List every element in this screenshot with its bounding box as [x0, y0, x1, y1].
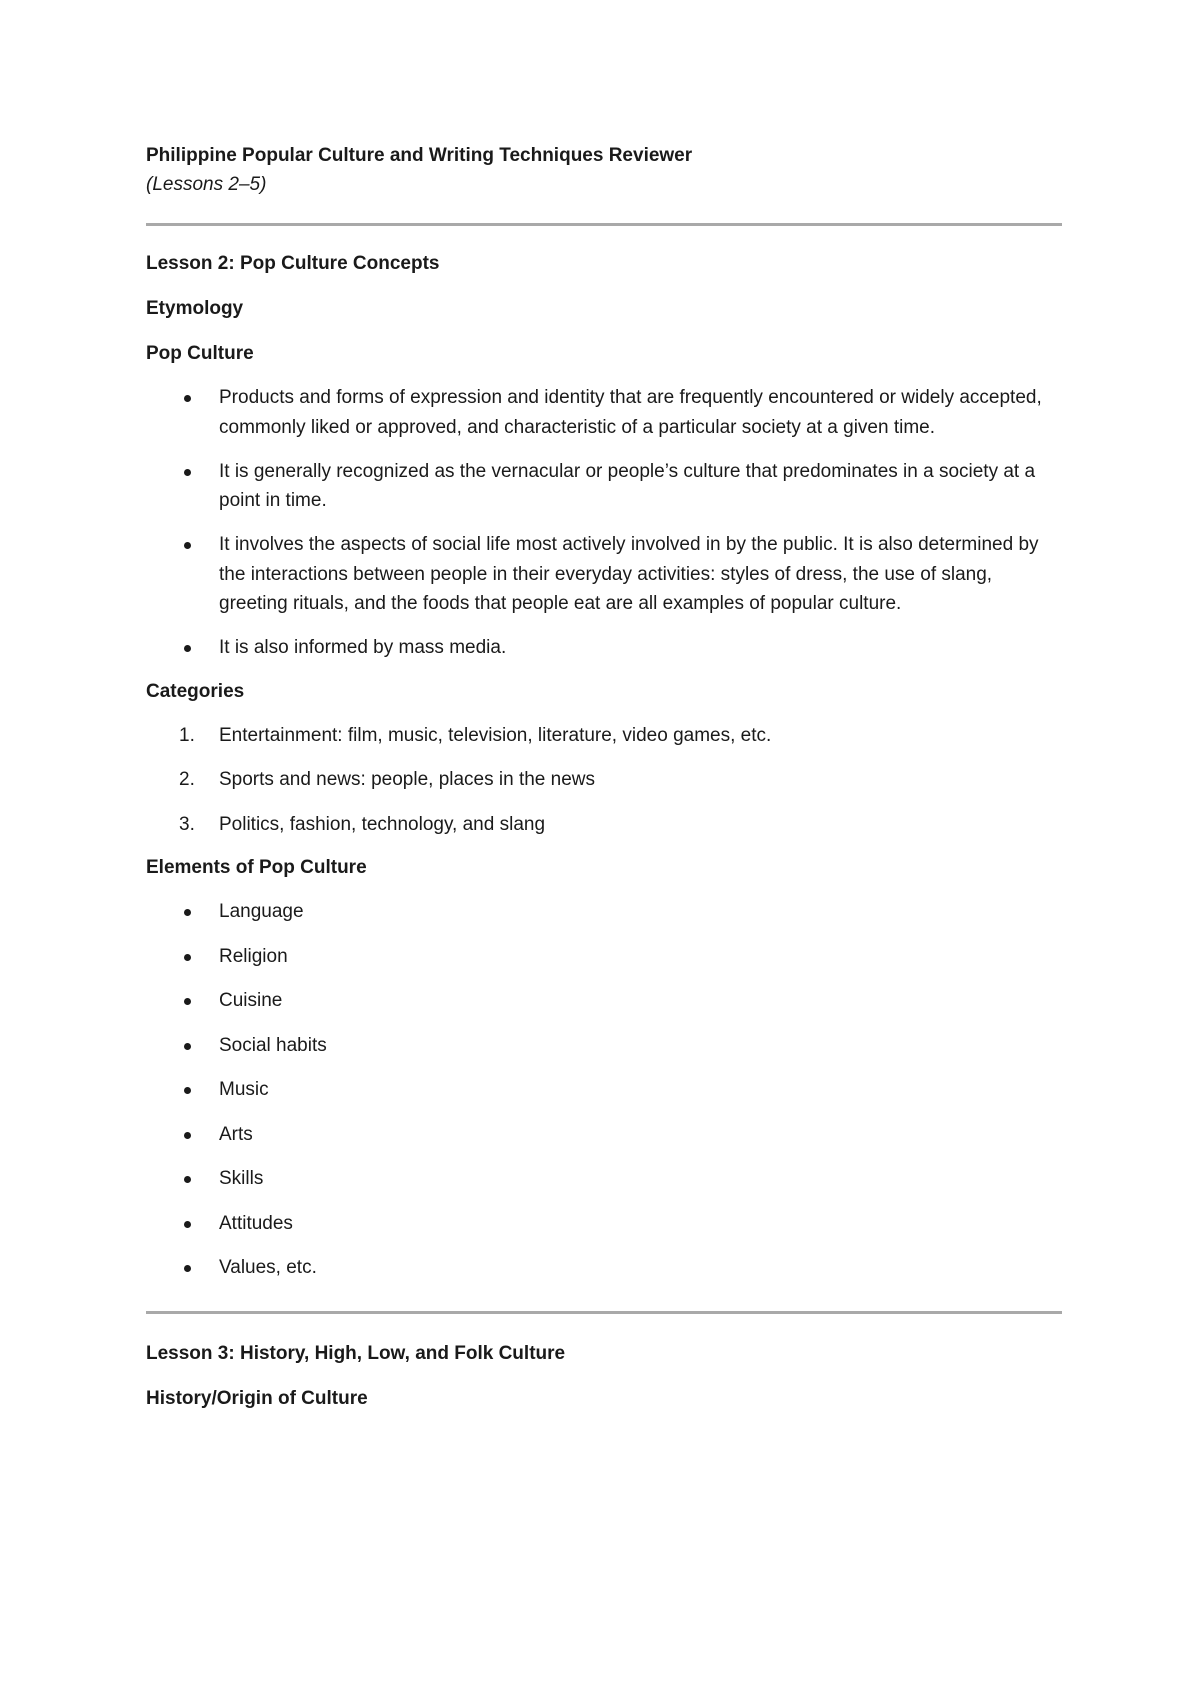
lesson-2-heading: Lesson 2: Pop Culture Concepts [146, 253, 440, 274]
list-item-text: Religion [219, 945, 288, 967]
list-item-text: Products and forms of expression and identity that are frequently encountered or widely accepted, commonly liked or approved, and characteristic of a particular society at a given time. [219, 387, 1042, 438]
pop-culture-points-list [146, 383, 1062, 663]
list-item-text: Skills [219, 1168, 264, 1189]
bullet-icon [184, 909, 191, 916]
list-item-text: Politics, fashion, technology, and slang [219, 813, 546, 835]
bullet-icon [184, 998, 191, 1005]
list-number: 2. [179, 769, 195, 790]
list-item [146, 1075, 1062, 1105]
list-item-text: Social habits [219, 1034, 327, 1056]
bullet-icon [184, 1043, 191, 1050]
bullet-icon [184, 1176, 191, 1183]
list-item-text: Cuisine [219, 990, 283, 1011]
list-item [146, 986, 1062, 1016]
document-subtitle: (Lessons 2–5) [146, 174, 267, 195]
bullet-icon [184, 1132, 191, 1139]
list-item-text: Values, etc. [219, 1257, 317, 1278]
list-item-text: It is also informed by mass media. [219, 637, 507, 658]
elements-list [146, 897, 1062, 1283]
bullet-icon [184, 395, 191, 402]
categories-list [146, 721, 1062, 840]
section-divider [146, 1311, 1062, 1314]
list-item [146, 1120, 1062, 1150]
list-item-text: It involves the aspects of social life most actively involved in by the public. It is also determined by the interactions between people in their everyday activities: styles of dress, the use of slang, greeting rituals, and the foods that people eat are all examples of popular culture. [219, 534, 1039, 614]
bullet-icon [184, 954, 191, 961]
bullet-icon [184, 1221, 191, 1228]
list-item [146, 383, 1062, 442]
document-title: Philippine Popular Culture and Writing Techniques Reviewer [146, 145, 693, 166]
list-item [146, 897, 1062, 927]
categories-heading: Categories [146, 680, 245, 702]
list-item [146, 1031, 1062, 1061]
list-item-text: Music [219, 1079, 269, 1100]
list-item [146, 721, 1062, 751]
list-item [146, 810, 1062, 840]
bullet-icon [184, 542, 191, 549]
elements-heading: Elements of Pop Culture [146, 857, 367, 878]
list-item [146, 942, 1062, 972]
list-item [146, 1209, 1062, 1239]
bullet-icon [184, 1087, 191, 1094]
bullet-icon [184, 645, 191, 652]
list-item-text: Attitudes [219, 1212, 293, 1234]
list-item [146, 1253, 1062, 1283]
list-number: 3. [179, 813, 195, 835]
lesson-3-heading: Lesson 3: History, High, Low, and Folk Culture [146, 1342, 566, 1364]
document-page [146, 144, 1062, 1411]
list-item-text: Arts [219, 1123, 253, 1145]
list-item-text: Entertainment: film, music, television, literature, video games, etc. [219, 724, 772, 746]
list-item [146, 530, 1062, 619]
pop-culture-heading: Pop Culture [146, 343, 254, 364]
list-item-text: Sports and news: people, places in the news [219, 769, 596, 790]
list-item-text: Language [219, 901, 304, 922]
section-divider [146, 223, 1062, 226]
bullet-icon [184, 1265, 191, 1272]
etymology-heading: Etymology [146, 298, 244, 319]
list-item-text: It is generally recognized as the vernacular or people’s culture that predominates in a society at a point in time. [219, 460, 1036, 511]
list-item [146, 457, 1062, 516]
list-item [146, 1164, 1062, 1194]
list-item [146, 633, 1062, 663]
bullet-icon [184, 469, 191, 476]
history-heading: History/Origin of Culture [146, 1387, 368, 1409]
list-number: 1. [179, 724, 195, 746]
list-item [146, 765, 1062, 795]
